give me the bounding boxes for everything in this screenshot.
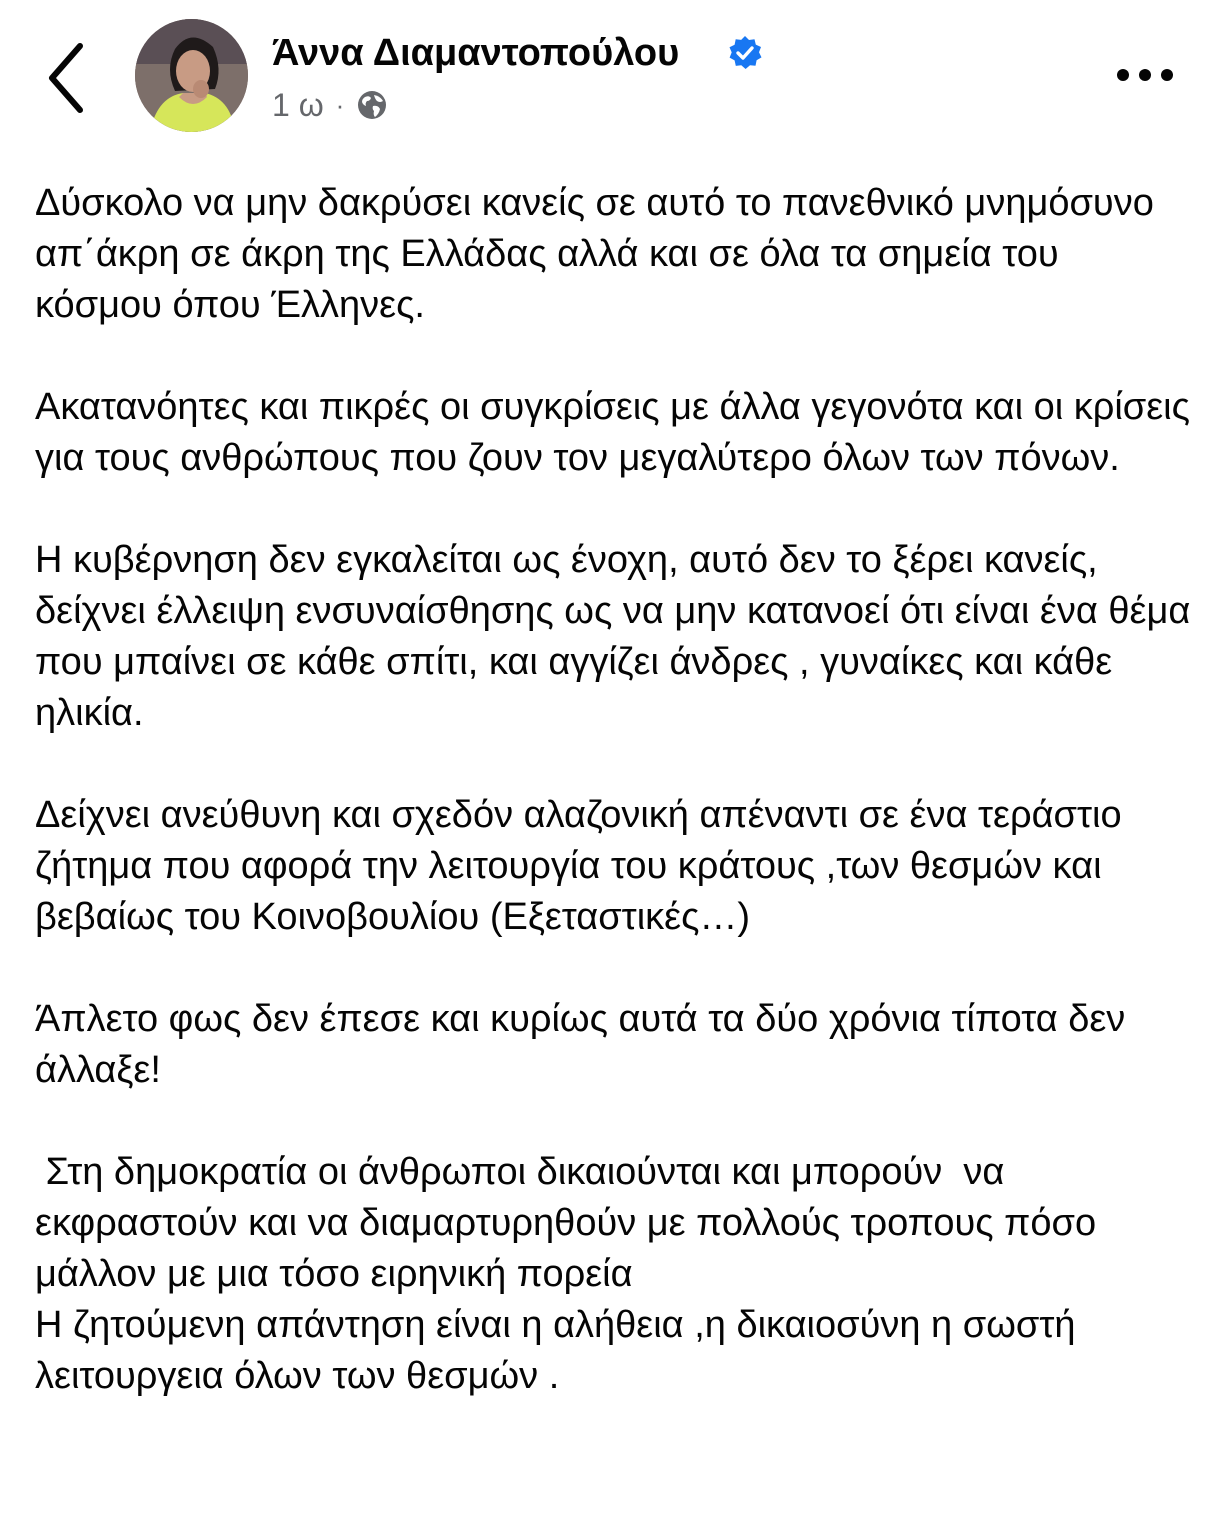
post-paragraph: Δύσκολο να μην δακρύσει κανείς σε αυτό το πανεθνικό μνημόσυνο απ΄άκρη σε άκρη της Ελλάδας αλλά και σε όλα τα σημεία του κόσμου όπου Έλληνες. bbox=[35, 182, 1165, 326]
globe-icon[interactable] bbox=[356, 89, 388, 121]
post-timestamp[interactable]: 1 ω bbox=[272, 86, 324, 123]
verified-badge-icon bbox=[727, 35, 763, 71]
avatar[interactable] bbox=[135, 19, 248, 132]
post-meta bbox=[272, 85, 388, 125]
post-paragraph: Η κυβέρνηση δεν εγκαλείται ως ένοχη, αυτό δεν το ξέρει κανείς, δείχνει έλλειψη ενσυναίσθησης ως να μην κατανοεί ότι είναι ένα θέμα που μπαίνει σε κάθε σπίτι, και αγγίζει άνδρες , γυναίκες και κάθε ηλικία. bbox=[35, 539, 1201, 734]
meta-separator: · bbox=[335, 89, 345, 120]
chevron-left-icon bbox=[38, 38, 98, 118]
post-paragraph: Άπλετο φως δεν έπεσε και κυρίως αυτά τα δύο χρόνια τίποτα δεν άλλαξε! bbox=[35, 998, 1136, 1091]
post-text bbox=[35, 178, 1201, 1402]
post-header bbox=[0, 0, 1213, 150]
post-paragraph: Ακατανόητες και πικρές οι συγκρίσεις με άλλα γεγονότα και οι κρίσεις για τους ανθρώπους που ζουν τον μεγαλύτερο όλων των πόνων. bbox=[35, 386, 1201, 479]
more-options-icon[interactable] bbox=[1112, 55, 1178, 95]
post-paragraph: Δείχνει ανεύθυνη και σχεδόν αλαζονική απέναντι σε ένα τεράστιο ζήτημα που αφορά την λειτουργία του κράτους ,των θεσμών και βεβαίως του Κοινοβουλίου (Εξεταστικές…) bbox=[35, 794, 1133, 938]
back-button[interactable] bbox=[38, 38, 98, 118]
author-name[interactable]: Άννα Διαμαντοπούλου bbox=[272, 32, 680, 74]
post-paragraph: Στη δημοκρατία οι άνθρωποι δικαιούνται και μπορούν να εκφραστούν και να διαμαρτυρηθούν με πολλούς τροπους πόσο μάλλον με μια τόσο ειρηνική πορεία Η ζητούμενη απάντηση είναι η αλήθεια ,η δικαιοσύνη η σωστή λειτουργεια όλων των θεσμών . bbox=[35, 1151, 1097, 1397]
